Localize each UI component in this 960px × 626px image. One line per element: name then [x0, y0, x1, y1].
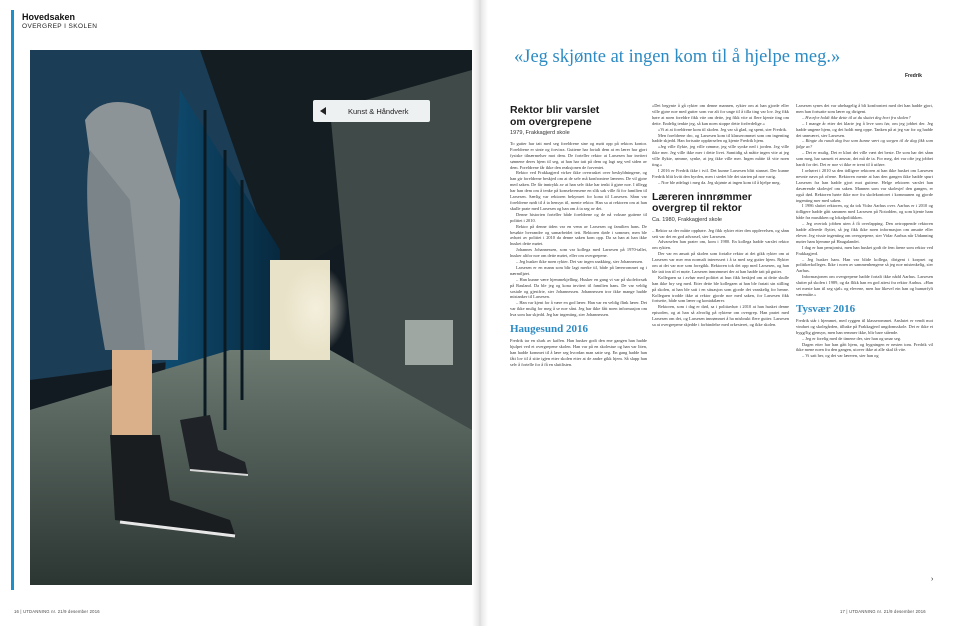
paragraph: Rektor ved Frakkagjerd virker ikke overrasket over beskyldningene, og han gir foreldrene beskjed om at de selv må konfrontere læreren. De vil gjøre med saken. De får inntrykk av at han selv ikke har tenkt å gjøre noe. I tillegg har han dem om å tenke på konsekvensene en slik sak ville få for familien til Larsesen. Særlig var rektoren bekymret for kona til Larsesen. Sånn var foreldrene nødt til å ta hensyn til, mente rektor. Han sa at rektoren om at han skulle prate med Larsesen og han om å ta seg av det. [510, 170, 647, 211]
article-column-1 [510, 103, 647, 368]
paragraph: Men foreldrene dro, og Larsesen kom til klasserommet som om ingenting hadde skjedd. Han fortsatte oppførselen og kjente Fredrik hjem. [652, 132, 789, 144]
continue-arrow-icon: › [931, 576, 934, 583]
paragraph: Fredrik tar en slurk av kaffen. Han husker godt den ene gangen han hadde hjulpet ved et overgrepene skolen. Han var på en skolestue og han var liten, han hadde kommet til å lære seg hvordan man satte seg. En gang hadde han fått lov til å sitte igjen etter skolen etter at de andre gikk hjem. Så slapp han selv å fortelle for å få en sluttlisten. [510, 338, 647, 367]
section-header [22, 12, 97, 30]
paragraph: – I mange år etter det klarte jeg å leve som før, om jeg jobbet der. Jeg hadde ungene hjem, og det holdt meg oppe. Tanken på at jeg var for og hadde det unnværet, sier Larsesen. [796, 120, 933, 138]
paragraph: – Det er mulig. Det er klart det ville vært det beste. De som har det sånn som meg, har uansett et ansvar, det må de ta. For meg, det var ofte jeg jobbet hardt for det. Det er noe vi ikke er trent til å utføre. [796, 150, 933, 168]
paragraph: Dagen etter har han gått hjem, og bygningen er nesten tom. Fredrik vil ikke mene noen fra den gangen, utover ikke at alle skal få vite. [796, 341, 933, 353]
folio-left: 16 | UTDANNING nr. 21/9 desember 2016 [14, 609, 100, 614]
paragraph: To gutter har tatt med seg foreldrene sine og møtt opp på rektors kontor. Foreldrene er sinte og forvirra. Guttene har fortalt dem at en lærer har gjort fysiske tilnærmelser mot dem. De forteller rektor at Larsesen har invitert sønnene deres hjem til seg, at han har tatt på dem og lagt seg ved siden av dem. Foreldrene får ikke den reaksjonen de forventet. [510, 140, 647, 170]
paragraph: I avhøret i 2010 sa den tidligere rektoren at han ikke husket om Larsesen nevnte navn på ofrene. Rektoren mente at han den gangen ikke hadde spurt Larsesen fra han hadde gjort mot guttene. Helge rektoren varslet han daværende skolesjef om saken. Mannen som var skolesjef den gangen, er også død. Rektoren hørte ikke noe fra skolekontoret i kommunen og gjorde ingenting mer med saken. [796, 167, 933, 203]
subheading-rektor: Rektor blir varslet om overgrepene [510, 104, 600, 128]
paragraph: – Jeg er forelig med de timene der, sier han og smar seg. [802, 335, 902, 341]
section-name: Hovedsaken [22, 12, 76, 22]
subheading-haugesund: Haugesund 2016 [510, 323, 588, 336]
paragraph: «Vi at at foreldrene kom til skolen. Jeg var så glad, og spent, sier Fredrik. [658, 126, 787, 132]
paragraph: Larsesen er en mann som blir lagt merke til, både på lærerrommet og i nærmiljøet. [510, 264, 647, 276]
pull-quote-attribution: Fredrik [905, 73, 922, 79]
paragraph: «Jeg ville flykte, jeg ville rømme, jeg ville synke ned i jorden. Jeg ville ikke mer. Jeg ville ikke mer i dette livet. Samtidig så måtte ingen vite at jeg ville flykte, rømme, synke, at jeg ikke ville mer. Ingen måtte få vite noen ting.» [652, 144, 789, 168]
paragraph: – Rektor sa der måtte opphøre. Jeg fikk rykter etter den opplevelsen, og sånn sett var det en god advarsel, sier Larsesen. [652, 227, 789, 239]
paragraph: I 1986 sluttet rektoren, og da tok Vidar Aarhus over. Aarhus er i 2010 og tidligere hadde gått sammen med Larsesen på Notodden, og som kjente ham både fra musikken og lokalpolitikken. [796, 203, 933, 221]
paragraph: – Jeg husker ikke noen rykter. Det var ingen snakking, sier Johannessen. [516, 259, 644, 265]
article-column-3 [796, 103, 933, 359]
paragraph: Informasjonen om overgrepene hadde fortalt ikke nådd Aarhus. Larsesen slutter på skolen i 1989, og da flikk han en god attest fra rektor Aarhus. «Han set meste kan til seg sjøl» og elevene, men har likevel ein han og humørfylt væremåte.» [796, 274, 933, 297]
paragraph: I 2016 er Fredrik ikke i tvil. Det kunne Larsesen blitt stanset. Der kunne Fredrik blitt kvitt den byrden, men i stedet ble det starten på noe varig. [652, 167, 789, 179]
paragraph: Larsesen synes det var ubehagelig å bli konfrontert med det han hadde gjort, men han fortsatte som lærer og dirigent. [796, 103, 933, 114]
paragraph: Advarselen han prater om, kom i 1980. En kollega hadde varslet rektor om rykten. [652, 239, 789, 251]
paragraph: – Jeg overtok jobben uten å få overlapping. Den avtroppende rektoren hadde allerede flyttet, så jeg fikk ikke noen informasjon om ansatte eller elever. Jeg visste ingenting om overgrepene, sier Vidar Aarhus når Utdanning møter ham hjemme på Haugalandet. [796, 221, 933, 244]
dateline: 1979, Frakkagjerd skole [510, 130, 570, 136]
paragraph: Rektor på denne tiden var en venn av Larsesen og familien hans. De besøkte hverandre og samarbeidet tett. Rektoren døde i sommer, men ble avhørt av politiet i 2010 da denne saken kom opp. Da sa han at han ikke husket dette møtet. [510, 223, 647, 247]
margin-rule [11, 10, 14, 590]
paragraph: I dag er han pensjonist, men han husket godt de fem årene som rektor ved Frakkagjerd. [796, 244, 933, 256]
paragraph: Fredrik står i hjemmet, med ryggen til klasserommet. Anslutet er vendt mot vinduet og skolegården, tilbake på Frakkagjerd ungdomsskole. Det er ikke et bygg/lig gjensyn, men han remmer ikke, blir bare stående. [796, 317, 933, 335]
folio-right: 17 | UTDANNING nr. 21/9 desember 2016 [840, 609, 926, 614]
paragraph: – Han kunne være hjemmekjelling. Husker en gang vi var på skoleforsøk på Rauland. Da ble jeg og kona invitert til familien hans. De var veldig sosiale og gjestfrie, sier Johannessen. Johannessen tror ikke mange hadde mistanker til Larsesen. [510, 276, 647, 300]
paragraph: Johannes Johannessen, som var kollega med Larsesen på 1970-tallet, husker altfor noe om dette møtet, eller om overgrepene. [510, 247, 647, 259]
article-column-2 [652, 103, 789, 328]
paragraph: – Vi satt her, og det var læreren, sier han og [802, 353, 879, 359]
sign-label: Kunst & Håndverk [348, 107, 409, 116]
dateline: Ca. 1980, Frakkagjerd skole [652, 216, 722, 223]
paragraph: – Noe ble ødelagt i meg da. Jeg skjønte at ingen kom til å hjelpe meg. [658, 179, 781, 185]
hallway-photo [30, 50, 472, 585]
subheading-laereren: Læreren innrømmer overgrep til rektor [652, 190, 752, 215]
paragraph: Rektoren, som i dag er død, sa i politiavhør i 2010 at han husket denne episoden, og at han så alvorlig på ryktene om overgrep. Han pratet med Larsesen om det, og Larsesen innrømmet å ha misbrukt flere gutter. Larsesen sa at overgrepene skjedde i forbindelse med orkesteret, og ikke skolen. [652, 304, 789, 328]
subheading-tysvaer: Tysvær 2016 [796, 302, 856, 315]
paragraph: Der var en ansatt på skolen som fortalte rektor at det gikk rykter om at Larsesen var mer enn normalt interessert i å ta med seg gutter hjem. Rykter om at det var noe som foregikk. Rektoren tok det opp med Larsesen, og han ble tatt inn til et møte. Larsesen innrømmet der at han hadde tatt på gutter. [652, 251, 789, 274]
paragraph: – Jeg husker ham. Han var blide kollega, dirigent i korpset og politikerkolleges. Ikke i noen av sammenhengene så jeg noe mistenkelig, sier Aarhus. [796, 256, 933, 274]
paragraph: Kollegaen sa i avhør med politiet at hun fikk beskjed om at dette skulle han ikke bry seg med. Etter dette ble kollegaen at han ble fratatt sin stilling på skolen, at han ble satt i en situasjon som gjorde det vanskelig for henne. Kollegaen trodde ikke at rektor gjorde noe med saken, for Larsesen fikk fortsette, både som lærer og kontaktlærer. [652, 274, 789, 304]
paragraph: – Hvorfor holdt ikke dette til at du sluttet deg bort fra skolen? [802, 114, 911, 120]
paragraph: «Det begynte å gå rykter om denne mannen, rykter om at han gjorde eller ville gjøre noe med gutter som var alt for unge til å tilla ting var lov. Jeg fikk høre at noen foreldre fikk vite om dette, jeg fikk vite at flere kjente ting om dette. Endelig tenkte jeg, så kan noen stoppe dette forferdelige.» [652, 103, 789, 126]
page-spine [472, 0, 488, 626]
paragraph: – Ringte du rundt dag hva som kunne vært og sorgen til de dag fikk som følge av? [796, 138, 933, 150]
section-subtitle: OVERGREP I SKOLEN [22, 23, 98, 30]
paragraph: – Han var kjent for å være en god lærer. Han var en veldig flink lærer. Det var ikke mulig for meg å se noe sånt. Jeg har ikke fått noen informasjon om hva som har skjedd. Jeg har ingenting, sier Johannessen. [510, 300, 647, 318]
pull-quote: «Jeg skjønte at ingen kom til å hjelpe meg.» [514, 47, 841, 67]
paragraph: Denne historien forteller både foreldrene og de nå voksne guttene til politiet i 2010. [510, 211, 647, 223]
